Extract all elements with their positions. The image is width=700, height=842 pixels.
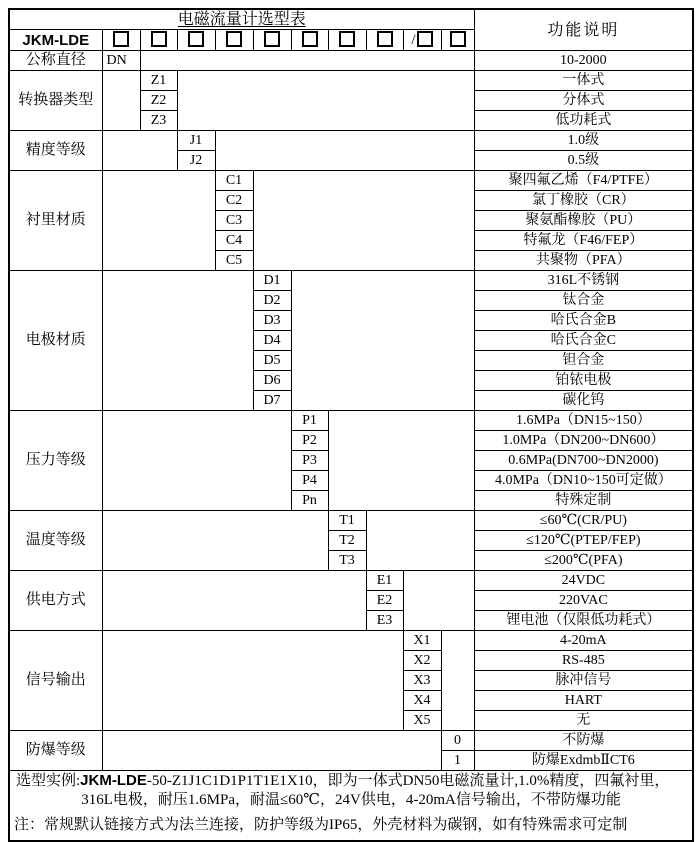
signal-output-code-X3: X3 bbox=[403, 671, 441, 691]
explosion-proof-code-0: 0 bbox=[441, 731, 474, 751]
accuracy-grade-value-1: 0.5级 bbox=[474, 151, 693, 171]
empty-merged-cell bbox=[102, 511, 328, 571]
checkbox-icon bbox=[226, 31, 242, 47]
lining-material-value-3: 特氟龙（F46/FEP） bbox=[474, 231, 693, 251]
model-checkbox-cell-10 bbox=[441, 30, 474, 51]
checkbox-icon bbox=[151, 31, 167, 47]
electrode-material-code-D1: D1 bbox=[253, 271, 291, 291]
electrode-material-value-5: 铂铱电极 bbox=[474, 371, 693, 391]
empty-merged-cell bbox=[215, 131, 474, 171]
electrode-material-value-0: 316L不锈钢 bbox=[474, 271, 693, 291]
electrode-material-code-D7: D7 bbox=[253, 391, 291, 411]
electrode-material-value-6: 碳化钨 bbox=[474, 391, 693, 411]
table-title: 电磁流量计选型表 bbox=[9, 9, 474, 30]
accuracy-grade-value-0: 1.0级 bbox=[474, 131, 693, 151]
section-label-converter-type: 转换器类型 bbox=[9, 71, 102, 131]
section-label-power-supply: 供电方式 bbox=[9, 571, 102, 631]
electrode-material-code-D5: D5 bbox=[253, 351, 291, 371]
model-checkbox-cell-6 bbox=[291, 30, 328, 51]
electrode-material-code-D4: D4 bbox=[253, 331, 291, 351]
section-label-lining-material: 衬里材质 bbox=[9, 171, 102, 271]
checkbox-icon bbox=[450, 31, 466, 47]
empty-merged-cell bbox=[328, 411, 474, 511]
electrode-material-value-1: 钛合金 bbox=[474, 291, 693, 311]
model-checkbox-cell-9 bbox=[403, 30, 441, 51]
section-label-signal-output: 信号输出 bbox=[9, 631, 102, 731]
signal-output-code-X2: X2 bbox=[403, 651, 441, 671]
nominal-diameter-value-0: 10-2000 bbox=[474, 51, 693, 71]
electrode-material-code-D3: D3 bbox=[253, 311, 291, 331]
explosion-proof-value-0: 不防爆 bbox=[474, 731, 693, 751]
function-description-header: 功能说明 bbox=[474, 9, 693, 51]
checkbox-icon bbox=[339, 31, 355, 47]
empty-merged-cell bbox=[102, 71, 140, 131]
slash-separator: / bbox=[411, 31, 416, 48]
example-line1-rest: -50-Z1J1C1D1P1T1E1X10，即为一体式DN50电磁流量计,1.0%精度，四氟衬里， bbox=[146, 773, 670, 789]
temperature-grade-code-T3: T3 bbox=[328, 551, 366, 571]
electrode-material-value-2: 哈氏合金B bbox=[474, 311, 693, 331]
lining-material-code-C4: C4 bbox=[215, 231, 253, 251]
power-supply-value-2: 锂电池（仅限低功耗式） bbox=[474, 611, 693, 631]
section-label-temperature-grade: 温度等级 bbox=[9, 511, 102, 571]
converter-type-value-2: 低功耗式 bbox=[474, 111, 693, 131]
section-label-nominal-diameter: 公称直径 bbox=[9, 51, 102, 71]
converter-type-value-0: 一体式 bbox=[474, 71, 693, 91]
section-label-pressure-grade: 压力等级 bbox=[9, 411, 102, 511]
pressure-grade-code-P4: P4 bbox=[291, 471, 328, 491]
power-supply-code-E2: E2 bbox=[366, 591, 403, 611]
example-prefix: 选型实例: bbox=[16, 773, 81, 789]
selection-table bbox=[8, 8, 694, 842]
section-label-explosion-proof: 防爆等级 bbox=[9, 731, 102, 771]
example-line-1 bbox=[14, 771, 688, 791]
empty-merged-cell bbox=[403, 571, 474, 631]
empty-merged-cell bbox=[291, 271, 474, 411]
model-checkbox-cell-5 bbox=[253, 30, 291, 51]
lining-material-value-4: 共聚物（PFA） bbox=[474, 251, 693, 271]
signal-output-code-X4: X4 bbox=[403, 691, 441, 711]
temperature-grade-value-2: ≤200℃(PFA) bbox=[474, 551, 693, 571]
lining-material-code-C5: C5 bbox=[215, 251, 253, 271]
model-prefix: JKM-LDE bbox=[9, 30, 102, 51]
power-supply-code-E3: E3 bbox=[366, 611, 403, 631]
lining-material-code-C2: C2 bbox=[215, 191, 253, 211]
electrode-material-code-D2: D2 bbox=[253, 291, 291, 311]
empty-merged-cell bbox=[102, 131, 177, 171]
example-model-code: JKM-LDE bbox=[80, 772, 147, 789]
signal-output-value-3: HART bbox=[474, 691, 693, 711]
checkbox-icon bbox=[377, 31, 393, 47]
empty-merged-cell bbox=[441, 631, 474, 731]
empty-merged-cell bbox=[102, 271, 253, 411]
pressure-grade-code-P3: P3 bbox=[291, 451, 328, 471]
example-line-2: 316L电极，耐压1.6MPa，耐温≤60℃，24V供电，4-20mA信号输出，不带防爆功能 bbox=[81, 792, 621, 808]
lining-material-value-0: 聚四氟乙烯（F4/PTFE） bbox=[474, 171, 693, 191]
converter-type-code-Z2: Z2 bbox=[140, 91, 177, 111]
converter-type-code-Z3: Z3 bbox=[140, 111, 177, 131]
checkbox-icon bbox=[188, 31, 204, 47]
pressure-grade-value-0: 1.6MPa（DN15~150） bbox=[474, 411, 693, 431]
nominal-diameter-code-DN: DN bbox=[102, 51, 140, 71]
temperature-grade-value-0: ≤60℃(CR/PU) bbox=[474, 511, 693, 531]
checkbox-icon bbox=[302, 31, 318, 47]
pressure-grade-value-2: 0.6MPa(DN700~DN2000) bbox=[474, 451, 693, 471]
lining-material-code-C3: C3 bbox=[215, 211, 253, 231]
temperature-grade-value-1: ≤120℃(PTEP/FEP) bbox=[474, 531, 693, 551]
empty-merged-cell bbox=[102, 171, 215, 271]
power-supply-value-1: 220VAC bbox=[474, 591, 693, 611]
empty-merged-cell bbox=[102, 411, 291, 511]
lining-material-value-1: 氯丁橡胶（CR） bbox=[474, 191, 693, 211]
pressure-grade-value-1: 1.0MPa（DN200~DN600） bbox=[474, 431, 693, 451]
converter-type-value-1: 分体式 bbox=[474, 91, 693, 111]
signal-output-code-X1: X1 bbox=[403, 631, 441, 651]
pressure-grade-code-P2: P2 bbox=[291, 431, 328, 451]
empty-merged-cell bbox=[140, 51, 474, 71]
signal-output-value-0: 4-20mA bbox=[474, 631, 693, 651]
power-supply-code-E1: E1 bbox=[366, 571, 403, 591]
checkbox-icon bbox=[417, 31, 433, 47]
section-label-electrode-material: 电极材质 bbox=[9, 271, 102, 411]
lining-material-code-C1: C1 bbox=[215, 171, 253, 191]
pressure-grade-code-Pn: Pn bbox=[291, 491, 328, 511]
explosion-proof-code-1: 1 bbox=[441, 751, 474, 771]
empty-merged-cell bbox=[366, 511, 474, 571]
section-label-accuracy-grade: 精度等级 bbox=[9, 131, 102, 171]
accuracy-grade-code-J1: J1 bbox=[177, 131, 215, 151]
empty-merged-cell bbox=[177, 71, 474, 131]
selection-sheet bbox=[8, 8, 694, 842]
signal-output-code-X5: X5 bbox=[403, 711, 441, 731]
empty-merged-cell bbox=[102, 571, 366, 631]
checkbox-icon bbox=[113, 31, 129, 47]
empty-merged-cell bbox=[102, 631, 403, 731]
model-checkbox-cell-8 bbox=[366, 30, 403, 51]
empty-merged-cell bbox=[253, 171, 474, 271]
lining-material-value-2: 聚氨酯橡胶（PU） bbox=[474, 211, 693, 231]
electrode-material-value-4: 钽合金 bbox=[474, 351, 693, 371]
pressure-grade-code-P1: P1 bbox=[291, 411, 328, 431]
electrode-material-value-3: 哈氏合金C bbox=[474, 331, 693, 351]
signal-output-value-1: RS-485 bbox=[474, 651, 693, 671]
model-checkbox-cell-3 bbox=[177, 30, 215, 51]
selection-example-row bbox=[9, 771, 693, 811]
temperature-grade-code-T1: T1 bbox=[328, 511, 366, 531]
converter-type-code-Z1: Z1 bbox=[140, 71, 177, 91]
electrode-material-code-D6: D6 bbox=[253, 371, 291, 391]
model-checkbox-cell-7 bbox=[328, 30, 366, 51]
model-checkbox-cell-2 bbox=[140, 30, 177, 51]
note-row: 注：常规默认链接方式为法兰连接，防护等级为IP65，外壳材料为碳钢，如有特殊需求可定制 bbox=[9, 810, 693, 841]
pressure-grade-value-4: 特殊定制 bbox=[474, 491, 693, 511]
accuracy-grade-code-J2: J2 bbox=[177, 151, 215, 171]
signal-output-value-4: 无 bbox=[474, 711, 693, 731]
signal-output-value-2: 脉冲信号 bbox=[474, 671, 693, 691]
model-checkbox-cell-1 bbox=[102, 30, 140, 51]
temperature-grade-code-T2: T2 bbox=[328, 531, 366, 551]
pressure-grade-value-3: 4.0MPa（DN10~150可定做） bbox=[474, 471, 693, 491]
explosion-proof-value-1: 防爆ExdmbⅡCT6 bbox=[474, 751, 693, 771]
model-checkbox-cell-4 bbox=[215, 30, 253, 51]
power-supply-value-0: 24VDC bbox=[474, 571, 693, 591]
empty-merged-cell bbox=[102, 731, 441, 771]
checkbox-icon bbox=[264, 31, 280, 47]
